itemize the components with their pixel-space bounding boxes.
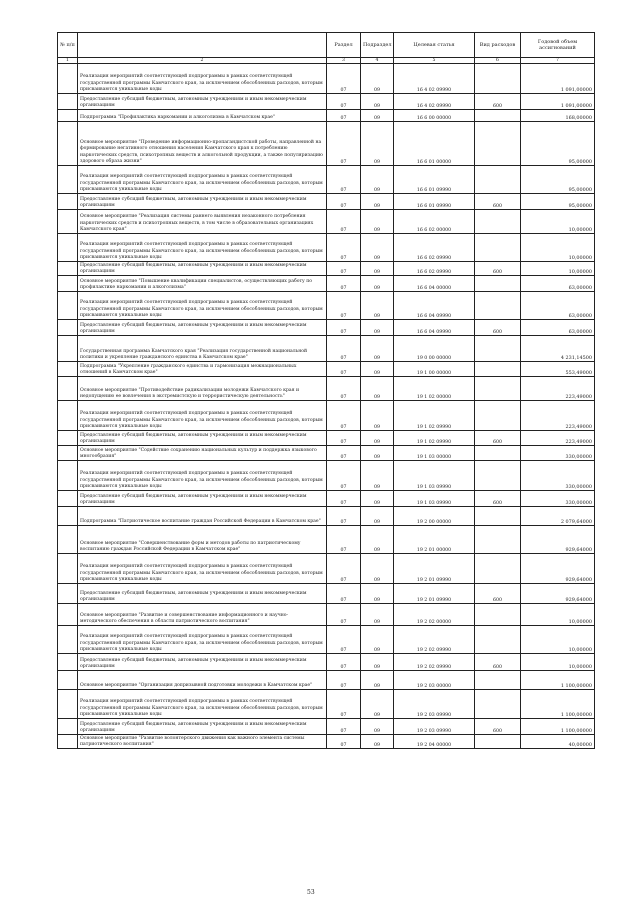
row-amount: 10,00000 [521, 210, 595, 234]
row-expense [475, 671, 521, 690]
row-name: Основное мероприятие "Реализация системы раннего выявления незаконного потребления наркотических средств и психотропных веществ, в том числе в образовательных организациях Камчатского края" [78, 210, 327, 234]
row-amount: 553,49000 [521, 362, 595, 377]
row-amount: 223,49000 [521, 401, 595, 431]
row-target: 19 2 01 00000 [394, 526, 475, 554]
row-expense: 600 [475, 194, 521, 210]
row-number [58, 276, 78, 292]
row-amount: 10,00000 [521, 604, 595, 626]
row-expense [475, 461, 521, 491]
row-expense [475, 377, 521, 401]
row-expense [475, 507, 521, 526]
row-expense [475, 234, 521, 262]
row-target: 19 1 02 09990 [394, 401, 475, 431]
row-number [58, 446, 78, 461]
row-expense [475, 276, 521, 292]
row-amount: 1 100,00000 [521, 671, 595, 690]
row-target: 19 1 02 09990 [394, 431, 475, 446]
row-section: 07 [327, 276, 361, 292]
row-subsection: 09 [361, 654, 394, 671]
row-subsection: 09 [361, 507, 394, 526]
column-index: 1 [58, 58, 78, 64]
header-num: № п/п [58, 33, 78, 58]
table-row [58, 431, 595, 446]
row-number [58, 362, 78, 377]
header-section: Раздел [327, 33, 361, 58]
row-expense: 600 [475, 584, 521, 604]
row-expense [475, 336, 521, 362]
row-number [58, 584, 78, 604]
row-number [58, 735, 78, 749]
row-name: Предоставление субсидий бюджетным, автономным учреждениям и иным некоммерческим организациям [78, 584, 327, 604]
row-subsection: 09 [361, 122, 394, 166]
row-subsection: 09 [361, 584, 394, 604]
row-name: Реализация мероприятий соответствующей подпрограммы в рамках соответствующей государственной программы Камчатского края, за исключением обособленных расходов, которым присваиваются уникальные коды [78, 166, 327, 194]
table-row [58, 507, 595, 526]
row-subsection: 09 [361, 292, 394, 320]
row-target: 16 6 01 09990 [394, 166, 475, 194]
row-subsection: 09 [361, 110, 394, 122]
table-row [58, 94, 595, 110]
row-expense: 600 [475, 719, 521, 735]
row-subsection: 09 [361, 362, 394, 377]
table-row [58, 292, 595, 320]
row-section: 07 [327, 526, 361, 554]
page-number: 53 [307, 889, 315, 896]
table-row [58, 234, 595, 262]
row-number [58, 166, 78, 194]
row-section: 07 [327, 446, 361, 461]
row-target: 16 6 02 09990 [394, 234, 475, 262]
row-section: 07 [327, 431, 361, 446]
row-section: 07 [327, 292, 361, 320]
row-number [58, 234, 78, 262]
row-number [58, 431, 78, 446]
row-subsection: 09 [361, 671, 394, 690]
row-amount: 223,49000 [521, 377, 595, 401]
row-target: 16 4 02 09990 [394, 64, 475, 94]
row-number [58, 526, 78, 554]
row-name: Подпрограмма "Патриотическое воспитание граждан Российской Федерации в Камчатском крае" [78, 507, 327, 526]
row-target: 19 2 03 09990 [394, 719, 475, 735]
row-section: 07 [327, 377, 361, 401]
row-section: 07 [327, 166, 361, 194]
row-subsection: 09 [361, 446, 394, 461]
row-amount: 1 100,00000 [521, 690, 595, 719]
row-amount: 95,00000 [521, 194, 595, 210]
header-expense: Вид расходов [475, 33, 521, 58]
row-target: 19 2 02 00000 [394, 604, 475, 626]
row-section: 07 [327, 320, 361, 336]
table-row [58, 526, 595, 554]
table-row [58, 210, 595, 234]
row-section: 07 [327, 122, 361, 166]
row-expense: 600 [475, 431, 521, 446]
row-name: Подпрограмма "Укрепление гражданского единства и гармонизация межнациональных отношений в Камчатском крае" [78, 362, 327, 377]
row-section: 07 [327, 194, 361, 210]
row-subsection: 09 [361, 401, 394, 431]
row-amount: 330,00000 [521, 491, 595, 507]
table-row [58, 584, 595, 604]
row-amount: 95,00000 [521, 122, 595, 166]
row-section: 07 [327, 401, 361, 431]
row-amount: 10,00000 [521, 626, 595, 654]
header-name [78, 33, 327, 58]
table-row [58, 491, 595, 507]
row-target: 16 6 00 00000 [394, 110, 475, 122]
row-subsection: 09 [361, 320, 394, 336]
row-target: 19 2 03 00000 [394, 671, 475, 690]
row-name: Основное мероприятие "Развитие волонтерского движения как важного элемента системы патриотического воспитания" [78, 735, 327, 749]
row-target: 19 0 00 00000 [394, 336, 475, 362]
row-name: Основное мероприятие "Организация допризывной подготовки молодежи в Камчатском крае" [78, 671, 327, 690]
row-number [58, 262, 78, 276]
row-expense: 600 [475, 320, 521, 336]
row-name: Основное мероприятие "Развитие и совершенствование информационного и научно-методического обеспечения в области патриотического воспитания" [78, 604, 327, 626]
row-target: 19 2 01 09990 [394, 554, 475, 584]
column-index: 3 [327, 58, 361, 64]
budget-table [57, 32, 595, 749]
row-name: Предоставление субсидий бюджетным, автономным учреждениям и иным некоммерческим организациям [78, 262, 327, 276]
row-subsection: 09 [361, 735, 394, 749]
row-target: 19 1 02 00000 [394, 377, 475, 401]
table-row [58, 336, 595, 362]
row-target: 19 1 03 09990 [394, 491, 475, 507]
row-section: 07 [327, 626, 361, 654]
row-target: 16 6 01 09990 [394, 194, 475, 210]
row-amount: 10,00000 [521, 262, 595, 276]
row-target: 19 1 03 09990 [394, 461, 475, 491]
row-section: 07 [327, 719, 361, 735]
row-subsection: 09 [361, 64, 394, 94]
row-name: Предоставление субсидий бюджетным, автономным учреждениям и иным некоммерческим организациям [78, 491, 327, 507]
row-amount: 10,00000 [521, 654, 595, 671]
row-name: Реализация мероприятий соответствующей подпрограммы в рамках соответствующей государственной программы Камчатского края, за исключением обособленных расходов, которым присваиваются уникальные коды [78, 401, 327, 431]
row-subsection: 09 [361, 194, 394, 210]
row-section: 07 [327, 210, 361, 234]
row-subsection: 09 [361, 262, 394, 276]
row-amount: 4 231,14500 [521, 336, 595, 362]
row-subsection: 09 [361, 94, 394, 110]
row-target: 19 2 02 09990 [394, 626, 475, 654]
row-subsection: 09 [361, 377, 394, 401]
row-name: Основное мероприятие "Противодействие радикализации молодежи Камчатского края и недопущению ее вовлечения в экстремистскую и террористическую деятельность" [78, 377, 327, 401]
row-subsection: 09 [361, 491, 394, 507]
table-row [58, 401, 595, 431]
row-section: 07 [327, 336, 361, 362]
table-row [58, 461, 595, 491]
row-subsection: 09 [361, 526, 394, 554]
row-section: 07 [327, 234, 361, 262]
row-section: 07 [327, 94, 361, 110]
table-row [58, 276, 595, 292]
row-amount: 929,64000 [521, 584, 595, 604]
row-amount: 1 100,00000 [521, 719, 595, 735]
row-section: 07 [327, 554, 361, 584]
row-expense [475, 604, 521, 626]
header-target: Целевая статья [394, 33, 475, 58]
row-number [58, 292, 78, 320]
row-expense: 600 [475, 654, 521, 671]
row-number [58, 690, 78, 719]
row-expense [475, 626, 521, 654]
row-name: Основное мероприятие "Содействие сохранению национальных культур и поддержка языкового многообразия" [78, 446, 327, 461]
header-subsection: Подраздел [361, 33, 394, 58]
row-number [58, 401, 78, 431]
row-section: 07 [327, 654, 361, 671]
row-target: 19 2 00 00000 [394, 507, 475, 526]
row-subsection: 09 [361, 690, 394, 719]
row-section: 07 [327, 671, 361, 690]
row-number [58, 626, 78, 654]
row-name: Реализация мероприятий соответствующей подпрограммы в рамках соответствующей государственной программы Камчатского края, за исключением обособленных расходов, которым присваиваются уникальные коды [78, 690, 327, 719]
row-name: Подпрограмма "Профилактика наркомании и алкоголизма в Камчатском крае" [78, 110, 327, 122]
row-amount: 63,00000 [521, 320, 595, 336]
header-amount: Годовой объем ассигнований [521, 33, 595, 58]
table-row [58, 446, 595, 461]
table-row [58, 626, 595, 654]
row-section: 07 [327, 491, 361, 507]
row-number [58, 94, 78, 110]
row-target: 16 6 01 00000 [394, 122, 475, 166]
row-name: Реализация мероприятий соответствующей подпрограммы в рамках соответствующей государственной программы Камчатского края, за исключением обособленных расходов, которым присваиваются уникальные коды [78, 554, 327, 584]
table-row [58, 64, 595, 94]
row-number [58, 336, 78, 362]
row-expense [475, 362, 521, 377]
table-row [58, 377, 595, 401]
row-number [58, 110, 78, 122]
row-subsection: 09 [361, 461, 394, 491]
header-row [58, 33, 595, 58]
row-target: 16 6 04 09990 [394, 292, 475, 320]
row-subsection: 09 [361, 719, 394, 735]
column-index: 4 [361, 58, 394, 64]
table-row [58, 719, 595, 735]
table-body [58, 64, 595, 749]
row-expense: 600 [475, 94, 521, 110]
row-amount: 330,00000 [521, 461, 595, 491]
row-section: 07 [327, 64, 361, 94]
row-name: Предоставление субсидий бюджетным, автономным учреждениям и иным некоммерческим организациям [78, 719, 327, 735]
row-number [58, 604, 78, 626]
row-target: 16 4 02 09990 [394, 94, 475, 110]
table-row [58, 604, 595, 626]
row-name: Реализация мероприятий соответствующей подпрограммы в рамках соответствующей государственной программы Камчатского края, за исключением обособленных расходов, которым присваиваются уникальные коды [78, 626, 327, 654]
row-section: 07 [327, 735, 361, 749]
row-number [58, 491, 78, 507]
row-expense [475, 401, 521, 431]
column-index: 5 [394, 58, 475, 64]
row-target: 16 6 02 00000 [394, 210, 475, 234]
row-section: 07 [327, 507, 361, 526]
row-subsection: 09 [361, 431, 394, 446]
row-name: Предоставление субсидий бюджетным, автономным учреждениям и иным некоммерческим организациям [78, 194, 327, 210]
row-target: 19 2 02 09990 [394, 654, 475, 671]
row-number [58, 719, 78, 735]
table-row [58, 194, 595, 210]
row-amount: 40,00000 [521, 735, 595, 749]
row-name: Реализация мероприятий соответствующей подпрограммы в рамках соответствующей государственной программы Камчатского края, за исключением обособленных расходов, которым присваиваются уникальные коды [78, 461, 327, 491]
row-amount: 1 091,00000 [521, 64, 595, 94]
row-subsection: 09 [361, 234, 394, 262]
row-amount: 330,00000 [521, 446, 595, 461]
table-row [58, 362, 595, 377]
row-target: 19 2 03 09990 [394, 690, 475, 719]
row-amount: 929,64000 [521, 554, 595, 584]
row-number [58, 671, 78, 690]
row-expense [475, 64, 521, 94]
row-number [58, 377, 78, 401]
row-section: 07 [327, 461, 361, 491]
row-expense [475, 446, 521, 461]
row-section: 07 [327, 110, 361, 122]
table-row [58, 690, 595, 719]
row-section: 07 [327, 262, 361, 276]
row-subsection: 09 [361, 276, 394, 292]
row-expense [475, 554, 521, 584]
row-amount: 929,64000 [521, 526, 595, 554]
table-row [58, 166, 595, 194]
row-target: 16 6 04 00000 [394, 276, 475, 292]
table-row [58, 320, 595, 336]
row-expense [475, 166, 521, 194]
row-name: Предоставление субсидий бюджетным, автономным учреждениям и иным некоммерческим организациям [78, 654, 327, 671]
row-expense [475, 110, 521, 122]
row-section: 07 [327, 362, 361, 377]
row-section: 07 [327, 690, 361, 719]
row-name: Основное мероприятие "Проведение информационно-пропагандистской работы, направленной на формирование негативного отношения населения Камчатского края к потреблению наркотических средств, психотропных веществ и алкогольной продукции, а также популяризацию здорового образа жизни" [78, 122, 327, 166]
row-name: Предоставление субсидий бюджетным, автономным учреждениям и иным некоммерческим организациям [78, 431, 327, 446]
row-subsection: 09 [361, 210, 394, 234]
row-target: 16 6 02 09990 [394, 262, 475, 276]
row-expense [475, 690, 521, 719]
row-name: Реализация мероприятий соответствующей подпрограммы в рамках соответствующей государственной программы Камчатского края, за исключением обособленных расходов, которым присваиваются уникальные коды [78, 292, 327, 320]
row-target: 19 1 03 00000 [394, 446, 475, 461]
table-row [58, 671, 595, 690]
row-amount: 95,00000 [521, 166, 595, 194]
column-index: 2 [78, 58, 327, 64]
table-row [58, 654, 595, 671]
row-number [58, 507, 78, 526]
row-subsection: 09 [361, 166, 394, 194]
row-amount: 168,00000 [521, 110, 595, 122]
row-name: Реализация мероприятий соответствующей подпрограммы в рамках соответствующей государственной программы Камчатского края, за исключением обособленных расходов, которым присваиваются уникальные коды [78, 234, 327, 262]
row-number [58, 320, 78, 336]
row-amount: 10,00000 [521, 234, 595, 262]
row-expense: 600 [475, 491, 521, 507]
row-name: Предоставление субсидий бюджетным, автономным учреждениям и иным некоммерческим организациям [78, 320, 327, 336]
row-name: Основное мероприятие "Совершенствование форм и методов работы по патриотическому воспитанию граждан Российской Федерации в Камчатском крае" [78, 526, 327, 554]
row-subsection: 09 [361, 604, 394, 626]
table-row [58, 735, 595, 749]
row-subsection: 09 [361, 554, 394, 584]
row-number [58, 554, 78, 584]
row-expense [475, 210, 521, 234]
row-name: Реализация мероприятий соответствующей подпрограммы в рамках соответствующей государственной программы Камчатского края, за исключением обособленных расходов, которым присваиваются уникальные коды [78, 64, 327, 94]
table-row [58, 110, 595, 122]
row-target: 19 2 04 00000 [394, 735, 475, 749]
row-amount: 63,00000 [521, 292, 595, 320]
row-section: 07 [327, 604, 361, 626]
row-number [58, 210, 78, 234]
column-index: 7 [521, 58, 595, 64]
row-expense [475, 526, 521, 554]
column-index: 6 [475, 58, 521, 64]
row-expense [475, 292, 521, 320]
row-amount: 223,49000 [521, 431, 595, 446]
row-subsection: 09 [361, 626, 394, 654]
row-number [58, 461, 78, 491]
table-row [58, 122, 595, 166]
row-section: 07 [327, 584, 361, 604]
row-target: 16 6 04 09990 [394, 320, 475, 336]
row-amount: 63,00000 [521, 276, 595, 292]
row-name: Основное мероприятие "Повышение квалификации специалистов, осуществляющих работу по профилактике наркомании и алкоголизма" [78, 276, 327, 292]
row-number [58, 64, 78, 94]
table-row [58, 554, 595, 584]
row-expense [475, 735, 521, 749]
row-number [58, 654, 78, 671]
row-name: Государственная программа Камчатского края "Реализация государственной национальной политики и укрепление гражданского единства в Камчатском крае" [78, 336, 327, 362]
row-amount: 1 091,00000 [521, 94, 595, 110]
row-expense: 600 [475, 262, 521, 276]
row-target: 19 2 01 09990 [394, 584, 475, 604]
row-expense [475, 122, 521, 166]
row-subsection: 09 [361, 336, 394, 362]
row-number [58, 122, 78, 166]
row-name: Предоставление субсидий бюджетным, автономным учреждениям и иным некоммерческим организациям [78, 94, 327, 110]
table-row [58, 262, 595, 276]
row-number [58, 194, 78, 210]
row-amount: 2 079,64000 [521, 507, 595, 526]
row-target: 19 1 00 00000 [394, 362, 475, 377]
